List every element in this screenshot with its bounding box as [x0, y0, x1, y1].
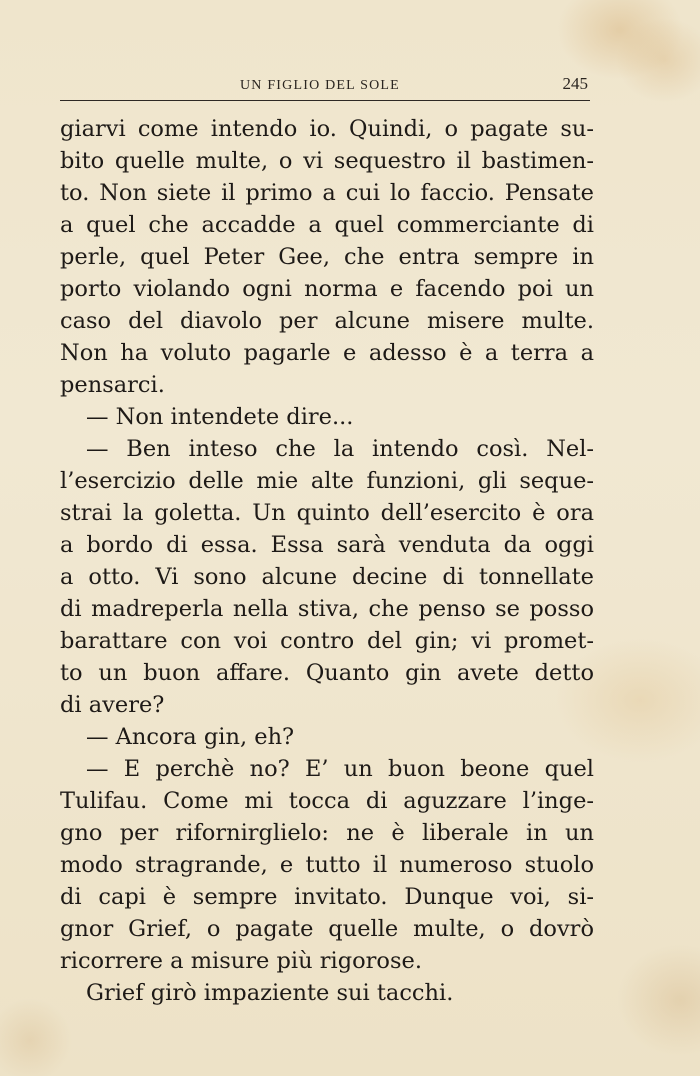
text-line: Grief girò impaziente sui tacchi.: [86, 980, 454, 1006]
text-line: barattare con voi contro del gin; vi promet-: [60, 628, 594, 654]
text-line: strai la goletta. Un quinto dell’esercito è ora: [60, 500, 594, 526]
text-line: di avere?: [60, 692, 165, 718]
text-line: modo stragrande, e tutto il numeroso stuolo: [60, 852, 594, 878]
text-line: — Non intendete dire...: [86, 404, 354, 430]
text-line: to un buon affare. Quanto gin avete detto: [60, 660, 594, 686]
text-line: a bordo di essa. Essa sarà venduta da oggi: [60, 532, 594, 558]
text-line: — E perchè no? E’ un buon beone quel: [86, 756, 594, 782]
text-line: — Ancora gin, eh?: [86, 724, 295, 750]
text-line: giarvi come intendo io. Quindi, o pagate su-: [60, 116, 594, 142]
header-rule: [60, 100, 590, 101]
text-line: — Ben inteso che la intendo così. Nel-: [86, 436, 594, 462]
text-line: gno per rifornirglielo: ne è liberale in un: [60, 820, 594, 846]
running-title: UN FIGLIO DEL SOLE: [240, 78, 400, 93]
text-line: perle, quel Peter Gee, che entra sempre in: [60, 244, 594, 270]
text-line: bito quelle multe, o vi sequestro il bastimen-: [60, 148, 594, 174]
page-number: 245: [562, 74, 588, 93]
text-line: to. Non siete il primo a cui lo faccio. Pensate: [60, 180, 594, 206]
text-body: [60, 113, 594, 1009]
text-line: di capi è sempre invitato. Dunque voi, si-: [60, 884, 594, 910]
text-line: caso del diavolo per alcune misere multe.: [60, 308, 594, 334]
text-line: gnor Grief, o pagate quelle multe, o dovrò: [60, 916, 594, 942]
text-line: ricorrere a misure più rigorose.: [60, 948, 422, 974]
text-line: a otto. Vi sono alcune decine di tonnellate: [60, 564, 594, 590]
running-header: [60, 74, 590, 98]
text-line: l’esercizio delle mie alte funzioni, gli seque-: [60, 468, 594, 494]
text-line: pensarci.: [60, 372, 165, 398]
text-line: di madreperla nella stiva, che penso se posso: [60, 596, 594, 622]
text-line: a quel che accadde a quel commerciante di: [60, 212, 594, 238]
text-line: Non ha voluto pagarle e adesso è a terra a: [60, 340, 594, 366]
text-line: Tulifau. Come mi tocca di aguzzare l’inge-: [60, 788, 594, 814]
text-line: porto violando ogni norma e facendo poi un: [60, 276, 594, 302]
